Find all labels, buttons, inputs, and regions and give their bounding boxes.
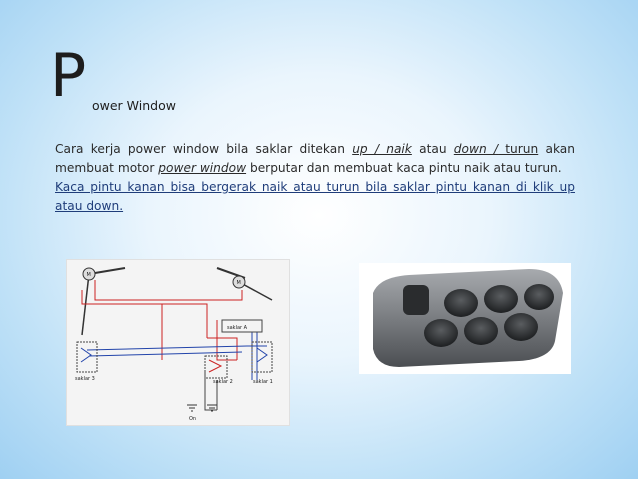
p1-power-window: power window xyxy=(158,161,247,175)
p1-text-4: berputar dan membuat kaca pintu naik atau turun. xyxy=(246,161,562,175)
right-motor-label: M xyxy=(236,280,241,286)
wiring-diagram-svg xyxy=(67,260,289,425)
p1-up-naik: up / naik xyxy=(352,142,412,156)
body-text xyxy=(55,140,575,216)
window-button-rear-center xyxy=(464,317,498,345)
paragraph-2: Kaca pintu kanan bisa bergerak naik atau turun bila saklar pintu kanan di klik up atau down. xyxy=(55,180,575,213)
title-initial: P xyxy=(50,41,87,111)
ground-wires xyxy=(205,370,217,410)
saklar-1-contacts xyxy=(257,348,267,362)
switch-panel-body xyxy=(373,269,563,367)
lock-switch xyxy=(403,285,429,315)
ground-symbol-1 xyxy=(187,405,197,411)
p1-text-2: atau xyxy=(411,142,454,156)
left-motor-label: M xyxy=(86,272,91,278)
saklar-1-label: saklar 1 xyxy=(253,379,273,385)
window-button-front-right xyxy=(484,285,518,313)
p1-down: down / xyxy=(453,142,499,156)
title-rest: ower Window xyxy=(92,98,176,113)
switch-panel-illustration xyxy=(359,263,571,374)
saklar-3-box xyxy=(77,342,97,372)
saklar-3-label: saklar 3 xyxy=(75,376,95,382)
window-button-front-left xyxy=(444,289,478,317)
saklar-a-label: saklar A xyxy=(227,325,248,331)
saklar-2-contacts xyxy=(209,360,221,372)
p1-text-1: Cara kerja power window bila saklar ditekan xyxy=(55,142,353,156)
power-window-switch-photo xyxy=(359,263,571,374)
p1-turun: turun xyxy=(498,142,539,156)
saklar-2-box xyxy=(205,356,227,378)
window-button-top-right xyxy=(524,284,554,310)
window-button-rear-left xyxy=(424,319,458,347)
saklar-2-label: saklar 2 xyxy=(213,379,233,385)
paragraph-1 xyxy=(55,140,575,178)
blue-wires xyxy=(87,330,267,380)
wiring-diagram xyxy=(66,259,290,426)
window-button-rear-right xyxy=(504,313,538,341)
p1-text-3: akan membuat motor xyxy=(55,142,575,175)
on-label: On xyxy=(189,416,197,422)
slide-title xyxy=(50,41,176,113)
